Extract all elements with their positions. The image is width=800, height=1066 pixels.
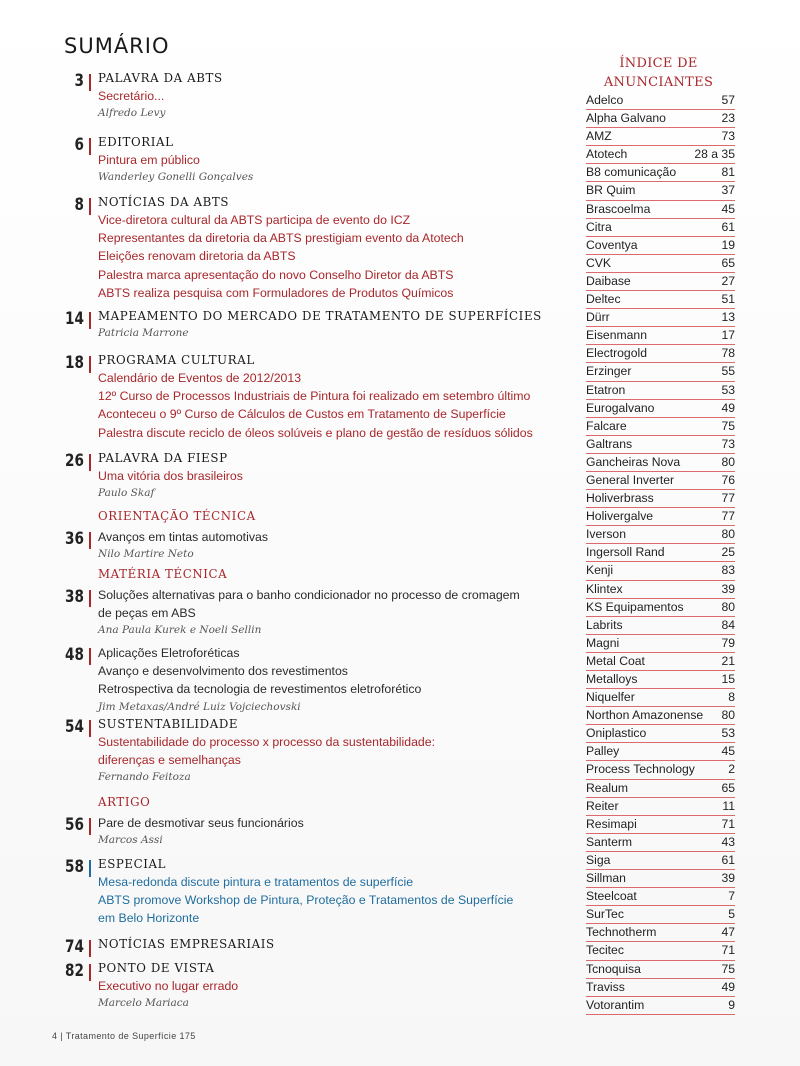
advertiser-page: 76 — [721, 472, 735, 487]
advertiser-row[interactable] — [586, 400, 735, 418]
advertiser-name: Process Technology — [586, 762, 695, 777]
advertiser-name: Holivergalve — [586, 509, 654, 524]
toc-entry[interactable] — [58, 644, 598, 715]
article-title[interactable]: Pintura em público — [98, 153, 200, 167]
advertiser-name: Erzinger — [586, 364, 632, 379]
advertiser-row[interactable] — [586, 888, 735, 906]
article-title[interactable]: diferenças e semelhanças — [98, 753, 241, 768]
advertiser-page: 77 — [721, 491, 735, 506]
toc-entry[interactable] — [58, 194, 598, 302]
article-title[interactable]: Secretário... — [98, 89, 165, 103]
article-title[interactable]: de peças em ABS — [98, 606, 196, 621]
page-number: 18 — [65, 353, 84, 373]
advertiser-page: 75 — [721, 961, 735, 976]
advertiser-row[interactable] — [586, 219, 735, 237]
advertiser-name: KS Equipamentos — [586, 599, 684, 614]
advertiser-page: 8 — [728, 690, 735, 705]
divider-bar — [89, 532, 91, 549]
advertiser-row[interactable] — [586, 834, 735, 852]
advertiser-name: Electrogold — [586, 346, 647, 361]
advertiser-page: 71 — [721, 943, 735, 958]
advertiser-row[interactable] — [586, 436, 735, 454]
author: Nilo Martire Neto — [98, 548, 194, 561]
advertiser-page: 73 — [721, 129, 735, 144]
advertiser-row[interactable] — [586, 309, 735, 327]
advertiser-name: Northon Amazonense — [586, 708, 704, 723]
advertiser-index — [586, 54, 735, 1015]
page-footer: 4 | Tratamento de Superfície 175 — [52, 1031, 196, 1041]
article-title[interactable]: Eleições renovam diretoria da ABTS — [98, 249, 296, 264]
advertiser-row[interactable] — [586, 363, 735, 381]
advertiser-row[interactable] — [586, 852, 735, 870]
advertiser-page: 80 — [721, 599, 735, 614]
page-number: 14 — [65, 309, 84, 329]
advertiser-page: 19 — [721, 237, 735, 252]
advertiser-row[interactable] — [586, 816, 735, 834]
article-title[interactable]: Mesa-redonda discute pintura e tratamentos de superfície — [98, 875, 414, 889]
author: Marcelo Mariaca — [98, 997, 189, 1010]
article-title[interactable]: ABTS promove Workshop de Pintura, Proteção e Tratamentos de Superfície — [98, 893, 514, 908]
advertiser-page: 78 — [721, 346, 735, 361]
advertiser-row[interactable] — [586, 110, 735, 128]
advertiser-page: 11 — [722, 798, 735, 813]
advertiser-row[interactable] — [586, 146, 735, 164]
page-number: 38 — [65, 587, 84, 607]
advertiser-page: 9 — [728, 997, 735, 1012]
article-title[interactable]: Pare de desmotivar seus funcionários — [98, 816, 304, 830]
index-title-line2: ANUNCIANTES — [603, 75, 714, 90]
advertiser-name: Tcnoquisa — [586, 961, 641, 976]
advertiser-row[interactable] — [586, 599, 735, 617]
advertiser-name: Holiverbrass — [586, 491, 654, 506]
advertiser-name: Palley — [586, 744, 620, 759]
advertiser-row[interactable] — [586, 942, 735, 960]
advertiser-page: 17 — [721, 328, 735, 343]
advertiser-row[interactable] — [586, 327, 735, 345]
advertiser-page: 81 — [721, 165, 735, 180]
advertiser-page: 37 — [721, 183, 735, 198]
advertiser-row[interactable] — [586, 490, 735, 508]
author: Marcos Assi — [98, 834, 163, 847]
advertiser-name: Magni — [586, 635, 620, 650]
advertiser-page: 51 — [721, 292, 735, 307]
advertiser-name: BR Quim — [586, 183, 636, 198]
advertiser-row[interactable] — [586, 653, 735, 671]
advertiser-row[interactable] — [586, 798, 735, 816]
section-title: NOTÍCIAS EMPRESARIAIS — [98, 937, 275, 951]
advertiser-name: Oniplastico — [586, 726, 647, 741]
advertiser-page: 80 — [721, 527, 735, 542]
article-title[interactable]: 12º Curso de Processos Industriais de Pintura foi realizado em setembro último — [98, 389, 531, 404]
article-title[interactable]: Aconteceu o 9º Curso de Cálculos de Custos em Tratamento de Superfície — [98, 407, 506, 422]
author: Jim Metaxas/André Luiz Vojciechovski — [98, 700, 301, 713]
advertiser-row[interactable] — [586, 780, 735, 798]
advertiser-name: SurTec — [586, 907, 624, 922]
article-title[interactable]: Avanço e desenvolvimento dos revestimentos — [98, 664, 348, 679]
advertiser-name: Siga — [586, 852, 611, 867]
divider-bar — [89, 964, 91, 981]
article-title[interactable]: Aplicações Eletroforéticas — [98, 646, 240, 660]
advertiser-name: Deltec — [586, 292, 621, 307]
advertiser-page: 23 — [721, 111, 735, 126]
advertiser-name: Steelcoat — [586, 889, 637, 904]
toc-entry[interactable] — [58, 586, 598, 638]
advertiser-page: 13 — [721, 310, 735, 325]
advertiser-name: Reiter — [586, 798, 619, 813]
section-title: SUSTENTABILIDADE — [98, 717, 239, 731]
advertiser-page: 2 — [728, 762, 735, 777]
advertiser-name: Daibase — [586, 273, 631, 288]
page-number: 26 — [65, 451, 84, 471]
toc-entry[interactable] — [58, 960, 598, 1011]
advertiser-row[interactable] — [586, 164, 735, 182]
advertiser-name: Klintex — [586, 581, 623, 596]
advertiser-page: 83 — [721, 563, 735, 578]
advertiser-page: 49 — [721, 979, 735, 994]
article-title[interactable]: Retrospectiva da tecnologia de revestimentos eletroforético — [98, 682, 422, 697]
author: Ana Paula Kurek e Noeli Sellin — [98, 624, 262, 637]
section-title: PALAVRA DA FIESP — [98, 451, 228, 465]
advertiser-name: Ingersoll Rand — [586, 545, 665, 560]
advertiser-page: 45 — [721, 744, 735, 759]
section-title: MAPEAMENTO DO MERCADO DE TRATAMENTO DE SUPERFÍCIES — [98, 309, 542, 323]
advertiser-page: 65 — [721, 255, 735, 270]
advertiser-page: 55 — [721, 364, 735, 379]
article-title[interactable]: Uma vitória dos brasileiros — [98, 469, 243, 483]
advertiser-row[interactable] — [586, 924, 735, 942]
advertiser-name: Galtrans — [586, 436, 633, 451]
advertiser-row[interactable] — [586, 128, 735, 146]
advertiser-page: 47 — [721, 925, 735, 940]
advertiser-row[interactable] — [586, 182, 735, 200]
advertiser-row[interactable] — [586, 382, 735, 400]
article-title[interactable]: Sustentabilidade do processo x processo da sustentabilidade: — [98, 735, 436, 749]
page-number: 6 — [74, 135, 84, 155]
advertiser-name: Adelco — [586, 93, 624, 107]
advertiser-name: B8 comunicação — [586, 165, 677, 180]
article-title[interactable]: Vice-diretora cultural da ABTS participa de evento do ICZ — [98, 213, 411, 227]
page-number: 36 — [65, 529, 84, 549]
advertiser-page: 27 — [721, 273, 735, 288]
divider-bar — [89, 590, 91, 607]
advertiser-name: Sillman — [586, 871, 626, 886]
divider-bar — [89, 454, 91, 471]
page-number: 3 — [74, 71, 84, 91]
section-heading: ARTIGO — [98, 795, 151, 809]
advertiser-row[interactable] — [586, 870, 735, 888]
advertiser-row[interactable] — [586, 454, 735, 472]
article-title[interactable]: Palestra discute reciclo de óleos solúveis e plano de gestão de resíduos sólidos — [98, 425, 533, 440]
toc-entry[interactable] — [58, 352, 598, 442]
section-title: ESPECIAL — [98, 857, 167, 871]
advertiser-page: 53 — [721, 382, 735, 397]
divider-bar — [89, 940, 91, 957]
page-number: 74 — [65, 937, 84, 957]
divider-bar — [89, 356, 91, 373]
advertiser-row[interactable] — [586, 979, 735, 997]
divider-bar — [89, 860, 91, 877]
page-title: SUMÁRIO — [64, 34, 170, 58]
advertiser-row[interactable] — [586, 617, 735, 635]
advertiser-page: 39 — [721, 581, 735, 596]
advertiser-page: 21 — [721, 653, 735, 668]
article-title[interactable]: Soluções alternativas para o banho condicionador no processo de cromagem — [98, 588, 520, 602]
advertiser-page: 49 — [721, 400, 735, 415]
page-number: 58 — [65, 857, 84, 877]
author: Patricia Marrone — [98, 327, 189, 339]
advertiser-row[interactable] — [586, 345, 735, 363]
advertiser-name: Niquelfer — [586, 690, 635, 705]
advertiser-row[interactable] — [586, 255, 735, 273]
page-number: 82 — [65, 961, 84, 981]
section-heading: ORIENTAÇÃO TÉCNICA — [98, 509, 256, 523]
advertiser-index-title — [582, 54, 735, 92]
advertiser-row[interactable] — [586, 472, 735, 490]
advertiser-page: 80 — [721, 454, 735, 469]
page-number: 48 — [65, 645, 84, 665]
advertiser-row[interactable] — [586, 562, 735, 580]
advertiser-page: 39 — [721, 871, 735, 886]
advertiser-page: 43 — [721, 834, 735, 849]
toc-entry[interactable] — [58, 70, 598, 121]
advertiser-row[interactable] — [586, 526, 735, 544]
advertiser-name: Brascoelma — [586, 201, 651, 216]
advertiser-name: Atotech — [586, 147, 628, 162]
advertiser-name: Technotherm — [586, 925, 657, 940]
article-title[interactable]: ABTS realiza pesquisa com Formuladores de Produtos Químicos — [98, 285, 454, 300]
advertiser-page: 25 — [721, 545, 735, 560]
toc-entry[interactable] — [58, 856, 598, 928]
article-title[interactable]: Palestra marca apresentação do novo Conselho Diretor da ABTS — [98, 267, 454, 282]
section-title: NOTÍCIAS DA ABTS — [98, 195, 230, 209]
article-title[interactable]: Representantes da diretoria da ABTS prestigiam evento da Atotech — [98, 231, 464, 246]
toc-entry[interactable] — [58, 134, 598, 185]
advertiser-name: Traviss — [586, 979, 625, 994]
advertiser-row[interactable] — [586, 906, 735, 924]
toc-entry[interactable] — [58, 814, 598, 848]
advertiser-name: Coventya — [586, 237, 638, 252]
advertiser-row[interactable] — [586, 273, 735, 291]
advertiser-name: Santerm — [586, 834, 633, 849]
advertiser-page: 15 — [721, 672, 735, 686]
author: Paulo Skaf — [98, 487, 155, 500]
advertiser-row[interactable] — [586, 635, 735, 653]
advertiser-page: 57 — [721, 93, 735, 107]
advertiser-row[interactable] — [586, 725, 735, 743]
index-title-line1: ÍNDICE DE — [619, 56, 698, 71]
advertiser-name: Metalloys — [586, 672, 638, 686]
divider-bar — [89, 818, 91, 835]
section-title: PALAVRA DA ABTS — [98, 71, 223, 85]
advertiser-row[interactable] — [586, 671, 735, 689]
advertiser-page: 73 — [721, 436, 735, 451]
advertiser-name: Citra — [586, 219, 612, 234]
toc-entry[interactable] — [58, 936, 598, 957]
advertiser-row[interactable] — [586, 237, 735, 255]
article-title[interactable]: Avanços em tintas automotivas — [98, 530, 268, 544]
advertiser-page: 71 — [721, 816, 735, 831]
advertiser-name: CVK — [586, 255, 612, 270]
advertiser-row[interactable] — [586, 418, 735, 436]
advertiser-page: 61 — [721, 219, 735, 234]
advertiser-name: Falcare — [586, 418, 627, 433]
advertiser-page: 79 — [721, 635, 735, 650]
advertiser-row[interactable] — [586, 707, 735, 725]
advertiser-name: General Inverter — [586, 472, 675, 487]
toc-entry[interactable] — [58, 716, 598, 785]
author: Wanderley Gonelli Gonçalves — [98, 171, 254, 184]
toc-entry[interactable] — [58, 450, 598, 501]
advertiser-row[interactable] — [586, 689, 735, 707]
advertiser-page: 80 — [721, 708, 735, 723]
advertiser-page: 45 — [721, 201, 735, 216]
advertiser-name: Dürr — [586, 310, 610, 325]
advertiser-row[interactable] — [586, 581, 735, 599]
author: Alfredo Levy — [98, 107, 166, 120]
advertiser-row[interactable] — [586, 201, 735, 219]
advertiser-name: Iverson — [586, 527, 626, 542]
advertiser-row[interactable] — [586, 291, 735, 309]
advertiser-name: Metal Coat — [586, 653, 645, 668]
divider-bar — [89, 312, 91, 329]
section-title: PONTO DE VISTA — [98, 961, 215, 975]
advertiser-name: Eurogalvano — [586, 400, 655, 415]
author: Fernando Feitoza — [98, 771, 191, 784]
advertiser-page: 75 — [721, 418, 735, 433]
page-number: 54 — [65, 717, 84, 737]
advertiser-page: 84 — [721, 617, 735, 632]
advertiser-page: 28 a 35 — [694, 147, 735, 162]
advertiser-name: Etatron — [586, 382, 626, 397]
toc-entry[interactable] — [58, 308, 598, 341]
advertiser-row[interactable] — [586, 544, 735, 562]
page-number: 8 — [74, 195, 84, 215]
advertiser-name: Kenji — [586, 563, 614, 578]
advertiser-name: Labrits — [586, 617, 623, 632]
article-title[interactable]: Calendário de Eventos de 2012/2013 — [98, 371, 302, 385]
advertiser-name: Resimapi — [586, 816, 637, 831]
divider-bar — [89, 198, 91, 215]
advertiser-list — [586, 92, 735, 1015]
advertiser-row[interactable] — [586, 761, 735, 779]
advertiser-row[interactable] — [586, 743, 735, 761]
advertiser-page: 7 — [728, 889, 735, 904]
advertiser-name: Tecitec — [586, 943, 624, 958]
advertiser-row[interactable] — [586, 961, 735, 979]
advertiser-page: 53 — [721, 726, 735, 741]
advertiser-name: Votorantim — [586, 997, 645, 1012]
divider-bar — [89, 74, 91, 91]
advertiser-name: Gancheiras Nova — [586, 454, 681, 469]
advertiser-name: Eisenmann — [586, 328, 647, 343]
advertiser-page: 65 — [721, 780, 735, 795]
page-number: 56 — [65, 815, 84, 835]
advertiser-page: 77 — [721, 509, 735, 524]
advertiser-row[interactable] — [586, 508, 735, 526]
section-title: EDITORIAL — [98, 135, 174, 149]
section-title: PROGRAMA CULTURAL — [98, 353, 255, 367]
section-heading: MATÉRIA TÉCNICA — [98, 567, 228, 581]
advertiser-row[interactable] — [586, 92, 735, 110]
toc-entry[interactable] — [58, 528, 598, 562]
article-title[interactable]: em Belo Horizonte — [98, 911, 200, 926]
advertiser-page: 61 — [721, 852, 735, 867]
divider-bar — [89, 138, 91, 155]
advertiser-name: AMZ — [586, 129, 612, 144]
advertiser-page: 5 — [728, 907, 735, 922]
advertiser-name: Realum — [586, 780, 628, 795]
article-title[interactable]: Executivo no lugar errado — [98, 979, 239, 993]
advertiser-row[interactable] — [586, 997, 735, 1015]
divider-bar — [89, 720, 91, 737]
divider-bar — [89, 648, 91, 665]
advertiser-name: Alpha Galvano — [586, 111, 666, 126]
